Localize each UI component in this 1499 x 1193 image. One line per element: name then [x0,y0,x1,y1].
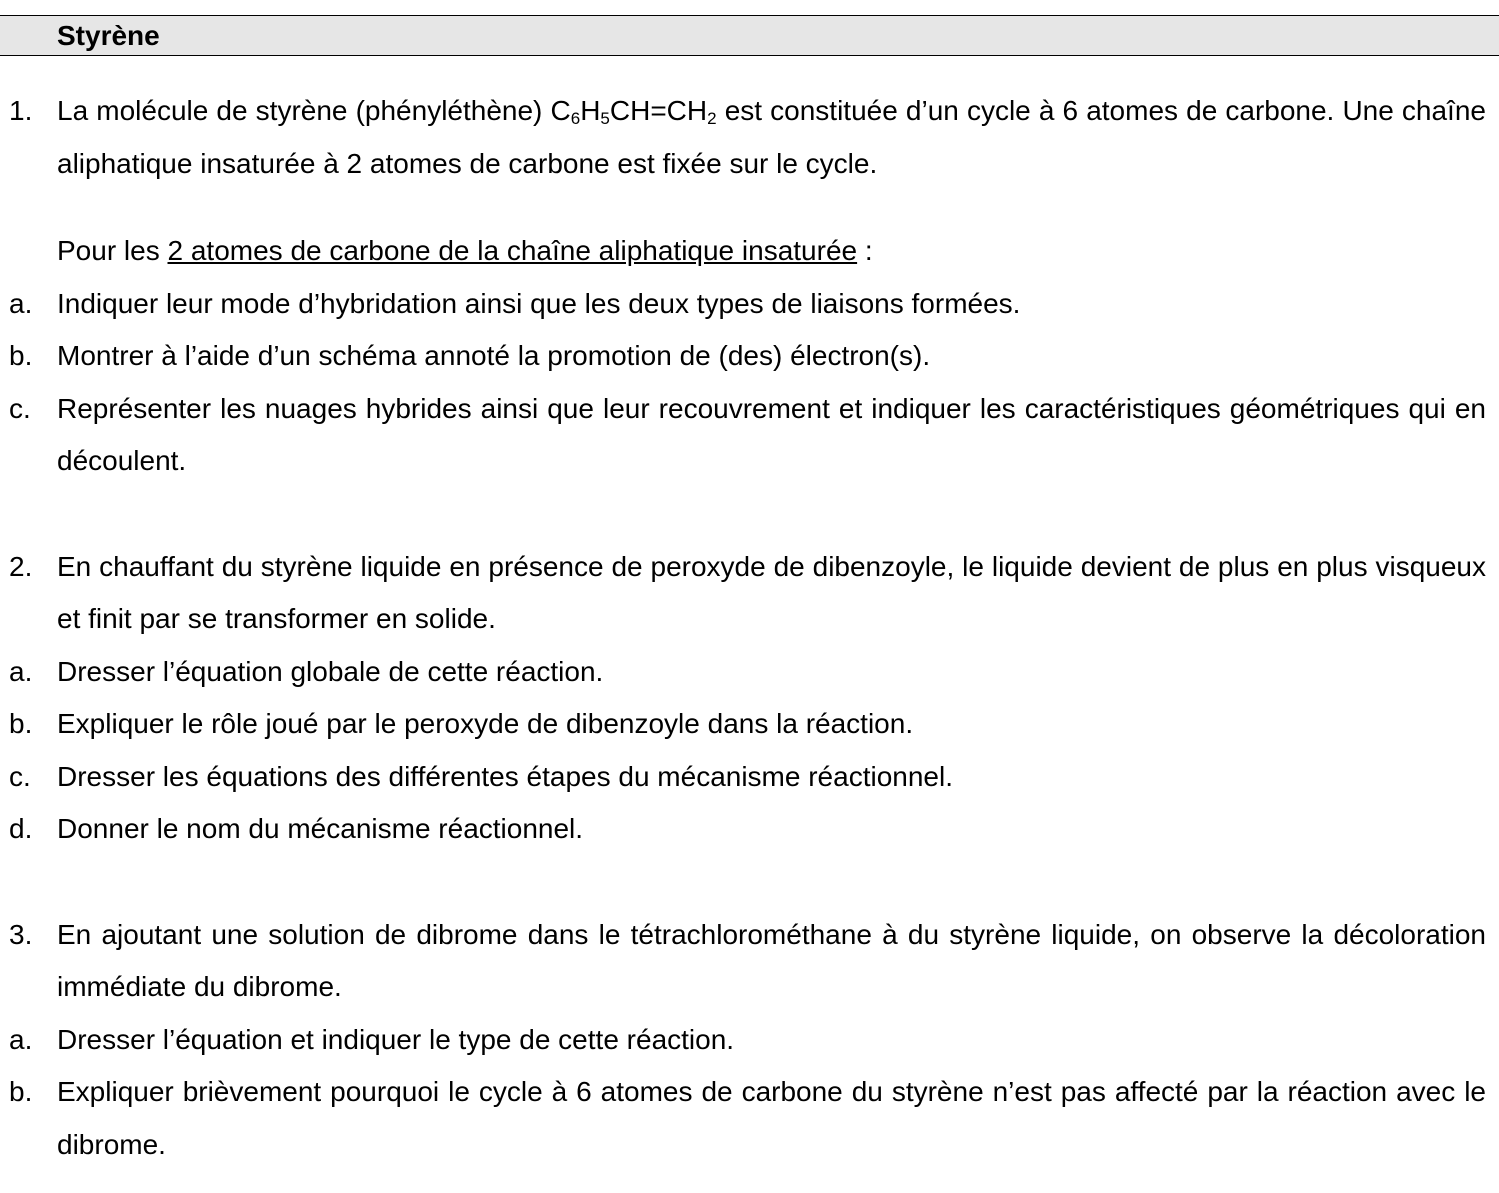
subquestion-marker: b. [9,708,33,739]
spacer [0,190,1499,225]
subquestion-text: Expliquer le rôle joué par le peroxyde de dibenzoyle dans la réaction. [57,708,914,739]
section-header [0,15,1499,56]
subquestion-text: Expliquer brièvement pourquoi le cycle à 6 atomes de carbone du styrène n’est pas affecté par la réaction avec le dibrome. [57,1076,1486,1160]
section-title: Styrène [57,20,160,51]
subquestion-marker: b. [9,1076,33,1107]
subquestion [0,803,1486,856]
intro-text: Pour les [57,235,168,266]
question-text: H [580,95,601,126]
subquestion [0,278,1486,331]
question-number: 2. [9,550,33,582]
spacer [0,488,1499,541]
subquestion-text: Représenter les nuages hybrides ainsi que leur recouvrement et indiquer les caractéristiques géométriques qui en découlent. [57,392,1486,476]
subquestion-text: Dresser l’équation globale de cette réaction. [57,655,604,687]
subscript: 5 [600,109,610,128]
subquestion [0,1066,1486,1171]
subquestion [0,698,1486,751]
subquestion-marker: b. [9,340,33,371]
question-3 [0,909,1486,1014]
question-text: En ajoutant une solution de dibrome dans le tétrachlorométhane à du styrène liquide, on observe la décoloration immédiate du dibrome. [57,918,1486,1002]
question-1 [0,85,1486,190]
subquestion [0,330,1486,383]
subquestion-text: Dresser l’équation et indiquer le type de cette réaction. [57,1023,735,1055]
question-text: En chauffant du styrène liquide en présence de peroxyde de dibenzoyle, le liquide devient de plus en plus visqueux et finit par se transformer en solide. [57,550,1486,634]
question-text: est constituée d’un cycle à 6 atomes de carbone. Une chaîne aliphatique insaturée à 2 atomes de carbone est fixée sur le cycle. [57,95,1486,179]
subquestion-marker: a. [9,655,33,687]
subquestion-marker: a. [9,287,33,319]
subscript: 2 [707,109,717,128]
subquestion [0,751,1486,804]
subquestion [0,646,1486,699]
intro-text: : [857,235,873,266]
subquestion-marker: c. [9,760,31,792]
subquestion-text: Dresser les équations des différentes étapes du mécanisme réactionnel. [57,760,953,792]
subquestion [0,383,1486,488]
subscript: 6 [570,109,581,128]
subquestion-marker: c. [9,392,31,424]
question-1-intro [0,225,1486,278]
question-number: 1. [9,95,33,126]
question-2 [0,541,1486,646]
subquestion-marker: a. [9,1023,33,1055]
spacer [0,856,1499,909]
exercise-content [0,85,1499,1171]
question-text: CH=CH [609,95,708,126]
subquestion-text: Donner le nom du mécanisme réactionnel. [57,813,584,844]
underlined-text: 2 atomes de carbone de la chaîne aliphatique insaturée [167,235,858,266]
subquestion-marker: d. [9,813,33,844]
subquestion [0,1014,1486,1067]
subquestion-text: Montrer à l’aide d’un schéma annoté la promotion de (des) électron(s). [57,340,931,371]
question-number: 3. [9,918,33,950]
subquestion-text: Indiquer leur mode d’hybridation ainsi que les deux types de liaisons formées. [57,287,1021,319]
question-text: La molécule de styrène (phényléthène) C [57,95,571,126]
